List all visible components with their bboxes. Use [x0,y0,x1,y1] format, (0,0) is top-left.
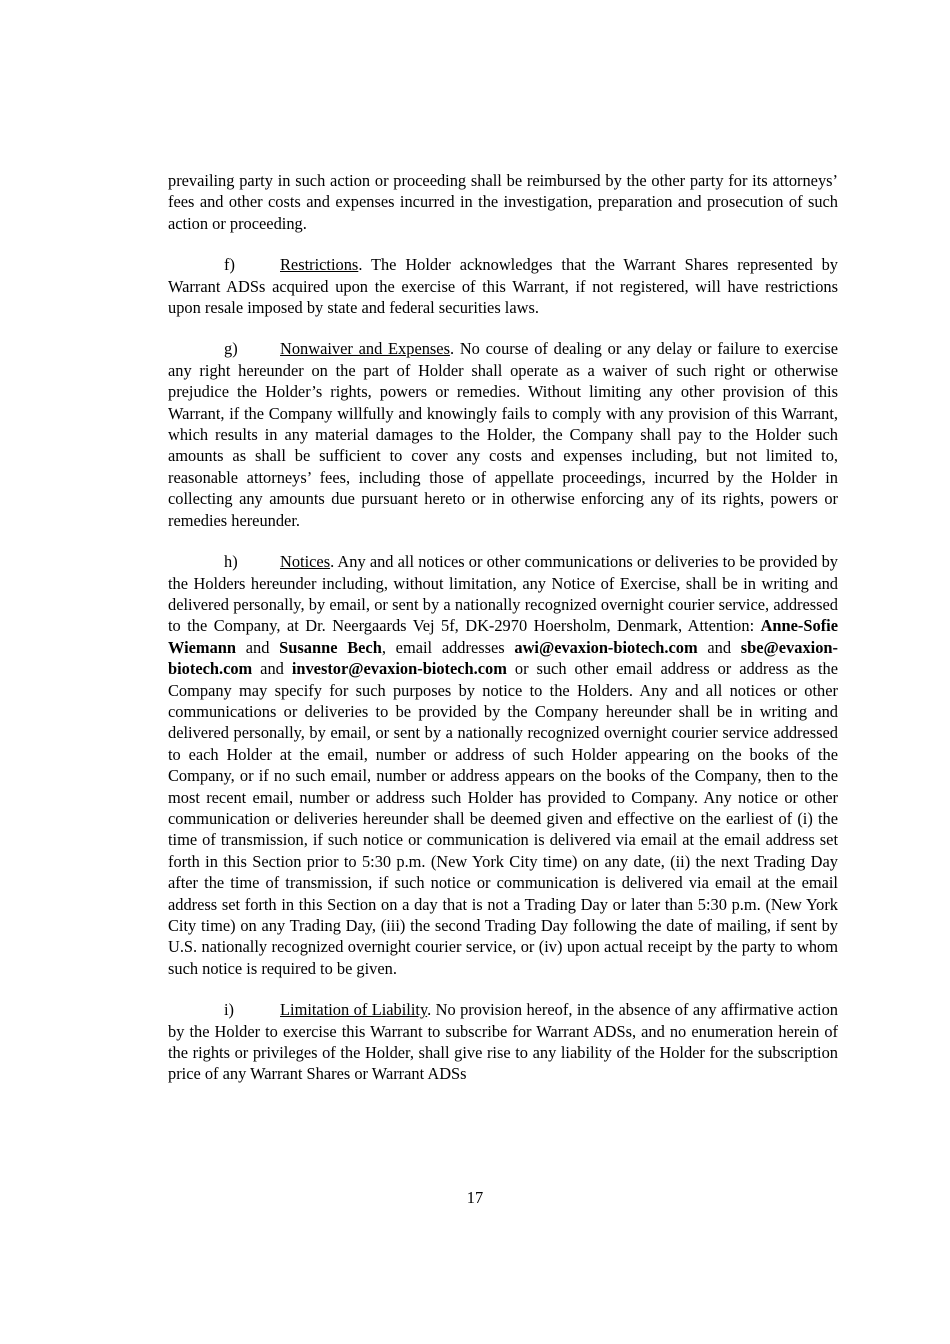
section-f-text: . The Holder acknowledges that the Warrant Shares represented by Warrant ADSs acquired upon the exercise of this Warrant, if not registered, will have restrictions upon resale imposed by state and federal securities laws. [168,255,838,318]
section-h-and-1: and [236,637,280,657]
section-f-restrictions [168,254,838,318]
section-h-text-3: or such other email address or address as the Company may specify for such purposes by notice to the Holders. Any and all notices or other communications or deliveries to be provided by the Company hereunder shall be in writing and delivered personally, by email, or sent by a nationally recognized overnight courier service addressed to each Holder at the email, number or address of such Holder appearing on the books of the Company, or if no such email, number or address appears on the books of the Company, then to the most recent email, number or address such Holder has provided to Company. Any notice or other communication or deliveries hereunder shall be deemed given and effective on the earliest of (i) the time of transmission, if such notice or communication is delivered via email at the email address set forth in this Section prior to 5:30 p.m. (New York City time) on any date, (ii) the next Trading Day after the time of transmission, if such notice or communication is delivered via email at the email address set forth in this Section on a day that is not a Trading Day or later than 5:30 p.m. (New York City time) on any Trading Day, (iii) the second Trading Day following the date of mailing, if sent by U.S. nationally recognized overnight courier service, or (iv) upon actual receipt by the party to whom such notice is required to be given. [168,659,838,978]
section-i-limitation [168,999,838,1085]
section-i-letter: i) [224,1000,235,1020]
section-h-letter: h) [224,552,238,572]
section-f-letter: f) [224,255,235,275]
section-i-heading: Limitation of Liability [280,1000,428,1020]
contact-name-2: Susanne Bech [279,637,382,657]
section-f-heading: Restrictions [280,255,359,275]
email-address-1: awi@evaxion-biotech.com [514,637,698,657]
section-h-and-3: and [252,659,292,679]
document-body [168,170,838,1105]
contact-name-1: Anne-Sofie Wiemann [168,616,838,657]
email-address-2: sbe@evaxion-biotech.com [168,637,838,679]
section-h-text-2: , email addresses [381,637,515,657]
section-g-text: . No course of dealing or any delay or failure to exercise any right hereunder on the part of Holder shall operate as a waiver of such right or otherwise prejudice the Holder’s rights, powers or remedies. Without limiting any other provision of this Warrant, if the Company willfully and knowingly fails to comply with any provision of this Warrant, which results in any material damages to the Holder, the Company shall pay to the Holder such amounts as shall be sufficient to cover any costs and expenses including, but not limited to, reasonable attorneys’ fees, including those of appellate proceedings, incurred by the Holder in collecting any amounts due pursuant hereto or in otherwise enforcing any of its rights, powers or remedies hereunder. [168,339,838,530]
section-g-nonwaiver [168,338,838,531]
continuation-paragraph: prevailing party in such action or proceeding shall be reimbursed by the other party for its attorneys’ fees and other costs and expenses incurred in the investigation, preparation and prosecution of such action or proceeding. [168,171,838,233]
section-i-text: . No provision hereof, in the absence of any affirmative action by the Holder to exercise this Warrant to subscribe for Warrant ADSs, and no enumeration herein of the rights or privileges of the Holder, shall give rise to any liability of the Holder for the subscription price of any Warrant Shares or Warrant ADSs [168,1000,838,1084]
section-g-heading: Nonwaiver and Expenses [280,339,450,359]
email-address-3: investor@evaxion-biotech.com [291,659,507,679]
section-h-and-2: and [697,637,741,657]
section-g-letter: g) [224,339,238,359]
section-h-text-1: . Any and all notices or other communications or deliveries to be provided by the Holders hereunder including, without limitation, any Notice of Exercise, shall be in writing and delivered personally, by email, or sent by a nationally recognized overnight courier service, addressed to the Company, at Dr. Neergaards Vej 5f, DK-2970 Hoersholm, Denmark, Attention: [168,552,838,636]
section-h-notices [168,551,838,979]
section-h-heading: Notices [280,552,331,572]
page-number: 17 [466,1188,484,1207]
